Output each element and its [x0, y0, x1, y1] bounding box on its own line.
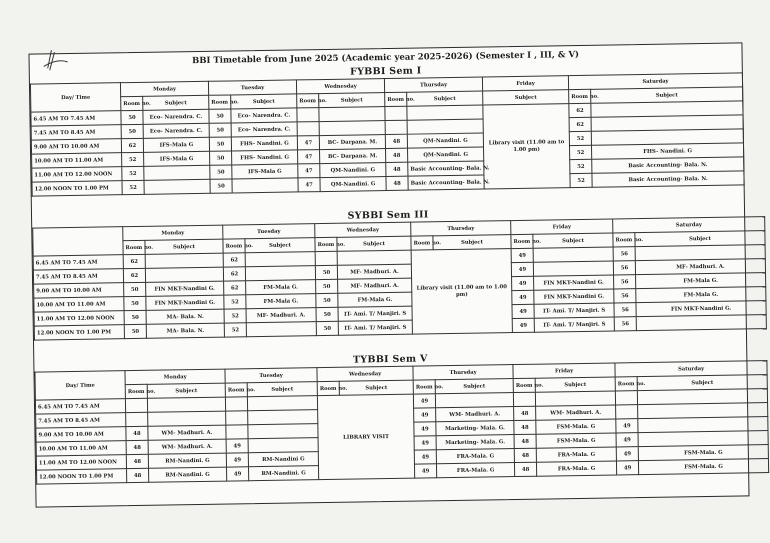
room-cell: 49	[616, 461, 638, 475]
header-subject: Subject	[433, 235, 511, 250]
header-room: Room no.	[225, 383, 247, 397]
subject-cell	[246, 322, 316, 337]
header-room: Room no.	[513, 378, 535, 392]
header-room: Room no.	[121, 96, 143, 110]
room-cell: 49	[616, 419, 638, 433]
header-room: Room no.	[511, 234, 533, 248]
header-room: Room no.	[613, 233, 635, 247]
room-cell: 49	[414, 422, 436, 436]
subject-cell: FSM-Mala. G	[536, 419, 616, 434]
header-subject: Subject	[337, 236, 411, 251]
subject-cell	[248, 438, 318, 453]
room-cell: 52	[570, 173, 592, 187]
subject-cell: Eco- Narendra. C.	[143, 109, 209, 124]
sybbi-block	[32, 203, 746, 340]
header-day: Saturday	[615, 361, 767, 377]
thursday-library-visit: Library visit (11.00 am to 1.00 pm)	[411, 249, 512, 335]
room-cell	[126, 412, 148, 426]
room-cell: 50	[210, 151, 232, 165]
header-day: Friday	[513, 363, 615, 379]
subject-cell: FIN MKT-Nandini G.	[146, 281, 224, 296]
room-cell: 50	[209, 109, 231, 123]
friday-library-visit: Library visit (11.00 am to 1.00 pm)	[483, 104, 570, 189]
room-cell: 47	[298, 150, 320, 164]
time-cell: 12.00 NOON TO 1.00 PM	[32, 181, 122, 196]
room-cell: 52	[122, 166, 144, 180]
subject-cell	[533, 261, 613, 276]
subject-cell: QM-Nandini. G	[408, 147, 484, 162]
room-cell: 52	[224, 309, 246, 323]
time-cell: 7.45 AM TO 8.45 AM	[33, 269, 123, 284]
room-cell: 52	[122, 152, 144, 166]
room-cell: 50	[209, 137, 231, 151]
subject-cell	[148, 411, 226, 426]
room-cell: 62	[223, 253, 245, 267]
room-cell: 50	[316, 293, 338, 307]
time-cell: 11.00 AM TO 12.00 NOON	[36, 455, 126, 470]
wednesday-library-visit: LIBRARY VISIT	[317, 394, 414, 479]
room-cell: 49	[512, 290, 534, 304]
header-day: Monday	[125, 369, 225, 385]
header-day: Saturday	[613, 217, 765, 233]
subject-cell: Eco- Narendra. C.	[231, 122, 297, 137]
time-cell: 6.45 AM TO 7.45 AM	[33, 255, 123, 270]
header-day: Wednesday	[296, 79, 384, 94]
header-subject: Subject	[319, 93, 385, 108]
room-cell: 50	[124, 296, 146, 310]
header-subject: Subject	[245, 238, 315, 253]
header-day: Wednesday	[315, 222, 411, 238]
room-cell	[616, 405, 638, 419]
subject-cell: MF- Madhuri. A.	[246, 308, 316, 323]
room-cell: 49	[511, 262, 533, 276]
room-cell: 56	[613, 247, 635, 261]
header-room: Room no.	[569, 89, 591, 103]
subject-cell: BC- Darpana. M.	[319, 135, 385, 150]
room-cell: 47	[298, 178, 320, 192]
header-subject: Subject	[535, 377, 615, 392]
room-cell: 62	[121, 138, 143, 152]
subject-cell	[435, 393, 513, 408]
subject-cell	[533, 247, 613, 262]
room-cell: 50	[210, 179, 232, 193]
room-cell: 62	[569, 103, 591, 117]
room-cell: 50	[315, 265, 337, 279]
room-cell: 48	[386, 162, 408, 176]
room-cell	[315, 251, 337, 265]
room-cell	[297, 122, 319, 136]
subject-cell: FIN MKT-Nandini G.	[534, 275, 614, 290]
subject-cell: WM- Madhuri. A.	[148, 425, 226, 440]
header-day: Monday	[123, 225, 223, 241]
room-cell: 49	[414, 436, 436, 450]
room-cell	[385, 120, 407, 134]
subject-cell: Eco- Narendra. C.	[231, 108, 297, 123]
tybbi-heading: TYBBI Sem V	[352, 353, 428, 366]
subject-cell: FRA-Mala. G	[537, 461, 617, 476]
header-subject: Subject	[591, 87, 743, 103]
header-day: Thursday	[413, 365, 513, 381]
room-cell: 50	[124, 324, 146, 338]
timetable-sheet	[28, 42, 749, 507]
room-cell: 62	[123, 254, 145, 268]
room-cell: 52	[224, 295, 246, 309]
room-cell: 49	[414, 408, 436, 422]
room-cell: 56	[614, 275, 636, 289]
room-cell: 50	[124, 310, 146, 324]
room-cell: 56	[614, 289, 636, 303]
header-day: Monday	[120, 81, 208, 96]
subject-cell	[248, 424, 318, 439]
subject-cell: RM-Nandini G	[248, 452, 318, 467]
room-cell: 49	[226, 453, 248, 467]
subject-cell: IT- Ami. T/ Manjiri. S	[534, 317, 614, 332]
room-cell: 48	[385, 134, 407, 148]
room-cell: 50	[210, 165, 232, 179]
subject-cell: FHS- Nandini. G	[592, 143, 744, 159]
subject-cell	[232, 178, 298, 193]
subject-cell: IFS-Mala G	[144, 151, 210, 166]
subject-cell: FSM-Mala. G	[638, 459, 768, 475]
header-day-time	[33, 227, 123, 256]
header-room: Room no.	[125, 384, 147, 398]
room-cell: 56	[614, 317, 636, 331]
room-cell: 56	[614, 303, 636, 317]
room-cell: 48	[514, 406, 536, 420]
subject-cell	[636, 315, 766, 331]
time-cell: 6.45 AM TO 7.45 AM	[35, 399, 125, 414]
subject-cell: FRA-Mala. G	[436, 449, 514, 464]
subject-cell: Marketing- Mala. G.	[436, 435, 514, 450]
room-cell: 50	[121, 110, 143, 124]
room-cell: 52	[122, 180, 144, 194]
room-cell: 62	[123, 268, 145, 282]
room-cell	[615, 391, 637, 405]
room-cell: 48	[514, 420, 536, 434]
room-cell: 50	[316, 279, 338, 293]
subject-cell: QM-Nandini. G	[320, 177, 386, 192]
subject-cell: FM-Mala G.	[246, 280, 316, 295]
sybbi-heading: SYBBI Sem III	[347, 209, 429, 222]
subject-cell: WM- Madhuri. A.	[536, 405, 616, 420]
room-cell: 48	[515, 462, 537, 476]
fybbi-heading: FYBBI Sem I	[350, 65, 422, 78]
header-day: Wednesday	[317, 366, 413, 382]
subject-cell	[247, 396, 317, 411]
room-cell: 62	[224, 281, 246, 295]
subject-cell: FM-Mala G.	[246, 294, 316, 309]
page-title: BBI Timetable from June 2025 (Academic year 2025-2026) (Semester I , III, & V)	[192, 49, 580, 67]
subject-cell	[407, 119, 483, 134]
header-day-time: Day/ Time	[30, 83, 120, 112]
subject-cell: QM-Nandini. G	[320, 163, 386, 178]
room-cell: 48	[126, 440, 148, 454]
room-cell: 48	[126, 454, 148, 468]
room-cell	[125, 398, 147, 412]
subject-cell	[245, 266, 315, 281]
subject-cell: FIN MKT-Nandini G.	[636, 301, 766, 317]
room-cell: 49	[616, 447, 638, 461]
subject-cell: Basic Accounting- Bala. N.	[592, 157, 744, 173]
subject-cell: RM-Nandini. G	[148, 453, 226, 468]
room-cell: 49	[226, 439, 248, 453]
header-day-time: Day/ Time	[35, 371, 125, 400]
room-cell: 47	[297, 136, 319, 150]
room-cell: 56	[613, 261, 635, 275]
header-room: Room no.	[223, 239, 245, 253]
tybbi-block	[34, 347, 748, 484]
subject-cell: WM- Madhuri. A.	[148, 439, 226, 454]
subject-cell: RM-Nandini. G	[149, 467, 227, 482]
time-cell: 10.00 AM TO 11.00 AM	[32, 153, 122, 168]
room-cell: 48	[127, 468, 149, 482]
room-cell: 52	[224, 323, 246, 337]
subject-cell	[337, 250, 411, 265]
subject-cell: FM-Mala G.	[636, 287, 766, 303]
subject-cell: Basic Accounting- Bala. N.	[592, 171, 744, 187]
header-day: Thursday	[384, 77, 482, 93]
subject-cell: IFS-Mala G	[232, 164, 298, 179]
subject-cell: RM-Nandini. G	[249, 466, 319, 481]
room-cell: 50	[316, 321, 338, 335]
room-cell: 49	[512, 318, 534, 332]
header-subject: Subject	[143, 95, 209, 110]
subject-cell	[245, 252, 315, 267]
subject-cell: IFS-Mala G	[143, 137, 209, 152]
time-cell: 7.45 AM TO 8.45 AM	[36, 413, 126, 428]
header-day: Tuesday	[223, 224, 315, 239]
subject-cell: FSM-Mala. G	[536, 433, 616, 448]
subject-cell: MF- Madhuri. A.	[338, 278, 412, 293]
time-cell: 9.00 AM TO 10.00 AM	[31, 139, 121, 154]
time-cell: 6.45 AM TO 7.45 AM	[31, 111, 121, 126]
subject-cell: BC- Darpana. M.	[320, 149, 386, 164]
header-subject: Subject	[147, 383, 225, 398]
room-cell: 48	[514, 448, 536, 462]
time-cell: 10.00 AM TO 11.00 AM	[36, 441, 126, 456]
time-cell: 9.00 AM TO 10.00 AM	[34, 283, 124, 298]
room-cell: 49	[414, 450, 436, 464]
room-cell: 49	[227, 467, 249, 481]
time-cell: 7.45 AM TO 8.45 AM	[31, 125, 121, 140]
subject-cell	[535, 391, 615, 406]
subject-cell	[144, 179, 210, 194]
time-cell: 11.00 AM TO 12.00 NOON	[34, 311, 124, 326]
room-cell	[385, 106, 407, 120]
subject-cell: FRA-Mala. G	[536, 447, 616, 462]
sybbi-table	[32, 216, 767, 341]
subject-cell: IT- Ami. T/ Manjiri. S	[338, 320, 412, 335]
header-room: Room no.	[297, 94, 319, 108]
room-cell: 47	[298, 164, 320, 178]
subject-cell: Basic Accounting- Bala. N.	[408, 161, 484, 176]
tybbi-table	[34, 360, 769, 485]
room-cell	[297, 108, 319, 122]
header-subject: Subject	[145, 239, 223, 254]
header-room: Room no.	[411, 236, 433, 250]
room-cell: 48	[386, 176, 408, 190]
room-cell: 48	[126, 426, 148, 440]
time-cell: 10.00 AM TO 11.00 AM	[34, 297, 124, 312]
subject-cell: FHS- Nandini. G	[232, 150, 298, 165]
header-day: Thursday	[411, 221, 511, 237]
header-day: Tuesday	[225, 368, 317, 383]
room-cell	[226, 411, 248, 425]
subject-cell: QM-Nandini. G	[407, 133, 483, 148]
header-room: Room no.	[209, 95, 231, 109]
room-cell: 48	[514, 434, 536, 448]
subject-cell	[248, 410, 318, 425]
time-cell: 12.00 NOON TO 1.00 PM	[37, 469, 127, 484]
room-cell: 50	[121, 124, 143, 138]
room-cell: 50	[209, 123, 231, 137]
subject-cell	[145, 253, 223, 268]
subject-cell: FSM-Mala. G	[638, 445, 768, 461]
fybbi-table	[30, 72, 745, 196]
fybbi-block	[30, 59, 744, 196]
room-cell: 49	[512, 304, 534, 318]
time-cell: 12.00 NOON TO 1.00 PM	[34, 325, 124, 340]
room-cell: 49	[512, 276, 534, 290]
room-cell: 48	[386, 148, 408, 162]
subject-cell	[144, 165, 210, 180]
room-cell: 62	[223, 267, 245, 281]
subject-cell: IT- Ami. T/ Manjiri. S	[534, 303, 614, 318]
subject-cell	[319, 121, 385, 136]
room-cell: 49	[511, 248, 533, 262]
subject-cell: MF- Madhuri. A.	[635, 259, 765, 275]
room-cell	[225, 397, 247, 411]
header-day: Saturday	[568, 73, 742, 90]
header-day: Friday	[482, 76, 568, 91]
header-subject: Subject	[483, 90, 569, 105]
subject-cell: IT- Ami. T/ Manjiri. S	[338, 306, 412, 321]
subject-cell: FHS- Nandini. G	[231, 136, 297, 151]
subject-cell: MA- Bala. N.	[146, 309, 224, 324]
subject-cell	[147, 397, 225, 412]
header-subject: Subject	[231, 94, 297, 109]
subject-cell: FIN MKT-Nandini G.	[534, 289, 614, 304]
subject-cell: MF- Madhuri. A.	[337, 264, 411, 279]
header-room: Room no.	[123, 240, 145, 254]
room-cell: 49	[413, 394, 435, 408]
subject-cell: WM- Madhuri. A.	[436, 407, 514, 422]
room-cell: 62	[569, 117, 591, 131]
subject-cell: FIN MKT-Nandini G.	[146, 295, 224, 310]
header-room: Room no.	[385, 92, 407, 106]
subject-cell: Basic Accounting- Bala. N.	[408, 175, 484, 190]
time-cell: 11.00 AM TO 12.00 NOON	[32, 167, 122, 182]
room-cell	[513, 392, 535, 406]
header-room: Room no.	[413, 380, 435, 394]
header-room: Room no.	[315, 237, 337, 251]
room-cell: 49	[415, 464, 437, 478]
room-cell: 50	[124, 282, 146, 296]
subject-cell: Marketing- Mala. G.	[436, 421, 514, 436]
subject-cell	[145, 267, 223, 282]
header-room: Room no.	[615, 377, 637, 391]
room-cell: 52	[570, 145, 592, 159]
header-subject: Subject	[533, 233, 613, 248]
room-cell: 52	[570, 159, 592, 173]
subject-cell: FM-Mala G.	[338, 292, 412, 307]
subject-cell: MA- Bala. N.	[146, 323, 224, 338]
room-cell: 52	[569, 131, 591, 145]
time-cell: 9.00 AM TO 10.00 AM	[36, 427, 126, 442]
room-cell: 49	[616, 433, 638, 447]
header-subject: Subject	[637, 375, 767, 391]
header-day: Friday	[511, 219, 613, 235]
subject-cell: Eco- Narendra. C.	[143, 123, 209, 138]
header-subject: Subject	[407, 91, 483, 106]
subject-cell: FRA-Mala. G	[437, 463, 515, 478]
subject-cell	[407, 105, 483, 120]
header-room: Room no.	[317, 381, 339, 395]
header-subject: Subject	[339, 380, 413, 395]
header-day: Tuesday	[208, 80, 296, 95]
header-subject: Subject	[247, 382, 317, 397]
subject-cell	[319, 107, 385, 122]
room-cell: 50	[316, 307, 338, 321]
header-subject: Subject	[435, 379, 513, 394]
room-cell	[226, 425, 248, 439]
subject-cell: FM-Mala G.	[636, 273, 766, 289]
header-subject: Subject	[635, 231, 765, 247]
